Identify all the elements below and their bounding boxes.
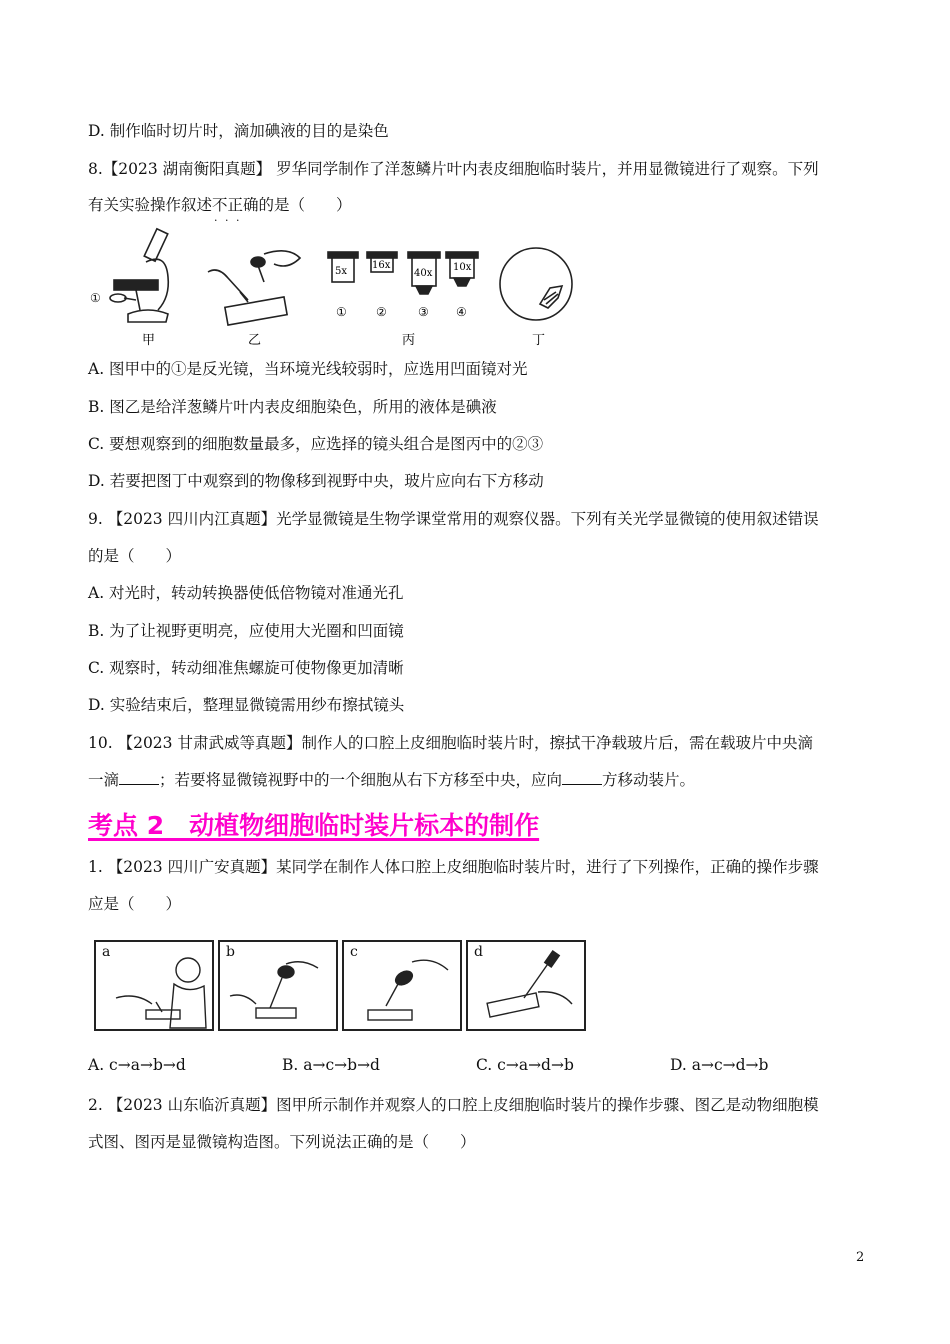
q9-option-b: B. 为了让视野更明亮，应使用大光圈和凹面镜 [88, 622, 404, 640]
page-number: 2 [856, 1250, 865, 1265]
section-heading: 考点 2 动植物细胞临时装片标本的制作 [88, 811, 540, 840]
staining-icon [208, 251, 300, 325]
lens-mark-2: 16x [372, 260, 391, 271]
fig-label-ding: 丁 [532, 333, 546, 348]
q7-option-d: D. 制作临时切片时，滴加碘液的目的是染色 [88, 122, 389, 140]
s1-option-b: B. a→c→b→d [282, 1056, 380, 1074]
fig-label-yi: 乙 [248, 333, 262, 348]
fig-label-bing: 丙 [402, 333, 416, 348]
panel-letter-a: a [102, 944, 111, 960]
q8-figure [88, 222, 578, 352]
lens-num-4: ④ [456, 305, 467, 319]
field-of-view-icon [500, 248, 572, 320]
q10-stem-continued: 一滴 ；若要将显微镜视野中的一个细胞从右下方移至中央，应向 方移动装片。 [88, 771, 696, 789]
lens-num-2: ② [376, 305, 387, 319]
microscope-icon [110, 229, 168, 322]
q9-option-a: A. 对光时，转动转换器使低倍物镜对准通光孔 [88, 584, 404, 602]
panel-d [466, 940, 586, 1031]
microscope-illustrations [88, 222, 578, 352]
lens-mark-1: 5x [335, 266, 348, 277]
s2-stem-continued: 式图、图丙是显微镜构造图。下列说法正确的是（ ） [88, 1133, 476, 1151]
lens-mark-4: 10x [453, 262, 472, 273]
lens-set [328, 252, 478, 294]
s1-option-a: A. c→a→b→d [88, 1056, 186, 1074]
s1-option-c: C. c→a→d→b [476, 1056, 574, 1074]
panel-letter-b: b [226, 944, 235, 960]
panel-a-illustration [96, 942, 212, 1029]
q8-option-c: C. 要想观察到的细胞数量最多，应选择的镜头组合是图丙中的②③ [88, 435, 544, 453]
answer-blank-2[interactable] [562, 770, 602, 785]
mirror-label: ① [90, 291, 101, 305]
s2-heading: 2. 【2023 山东临沂真题】图甲所示制作并观察人的口腔上皮细胞临时装片的操作步骤、图乙是动物细胞模 [88, 1096, 819, 1114]
panel-c-illustration [344, 942, 460, 1029]
s1-option-d: D. a→c→d→b [670, 1056, 769, 1074]
panel-a [94, 940, 214, 1031]
q8-option-a: A. 图甲中的①是反光镜，当环境光线较弱时，应选用凹面镜对光 [88, 360, 528, 378]
q8-stem-continued: 有关实验操作叙述不正确 · · ·的是（ ） [88, 194, 352, 216]
q9-option-c: C. 观察时，转动细准焦螺旋可使物像更加清晰 [88, 659, 404, 677]
lens-num-1: ① [336, 305, 347, 319]
q8-option-d: D. 若要把图丁中观察到的物像移到视野中央，玻片应向右下方移动 [88, 472, 544, 490]
q10-heading: 10. 【2023 甘肃武威等真题】制作人的口腔上皮细胞临时装片时，擦拭干净载玻片后，需在载玻片中央滴 [88, 734, 813, 752]
panel-b [218, 940, 338, 1031]
q8-option-b: B. 图乙是给洋葱鳞片叶内表皮细胞染色，所用的液体是碘液 [88, 398, 497, 416]
panel-b-illustration [220, 942, 336, 1029]
q9-stem-continued: 的是（ ） [88, 547, 182, 565]
s1-stem-continued: 应是（ ） [88, 895, 182, 913]
panel-d-illustration [468, 942, 584, 1029]
q9-option-d: D. 实验结束后，整理显微镜需用纱布擦拭镜头 [88, 696, 405, 714]
s1-heading: 1. 【2023 四川广安真题】某同学在制作人体口腔上皮细胞临时装片时，进行了下列操作，正确的操作步骤 [88, 858, 819, 876]
fig-label-jia: 甲 [142, 333, 156, 348]
panel-letter-d: d [474, 944, 483, 960]
answer-blank-1[interactable] [119, 770, 159, 785]
q9-heading: 9. 【2023 四川内江真题】光学显微镜是生物学课堂常用的观察仪器。下列有关光学显微镜的使用叙述错误 [88, 510, 819, 528]
panel-letter-c: c [350, 944, 358, 960]
lens-mark-3: 40x [414, 268, 433, 279]
emphasis-not-correct: 不正确 · · · [212, 196, 259, 214]
q8-heading: 8.【2023 湖南衡阳真题】 罗华同学制作了洋葱鳞片叶内表皮细胞临时装片，并用显微镜进行了观察。下列 [88, 160, 819, 178]
lens-num-3: ③ [418, 305, 429, 319]
panel-c [342, 940, 462, 1031]
